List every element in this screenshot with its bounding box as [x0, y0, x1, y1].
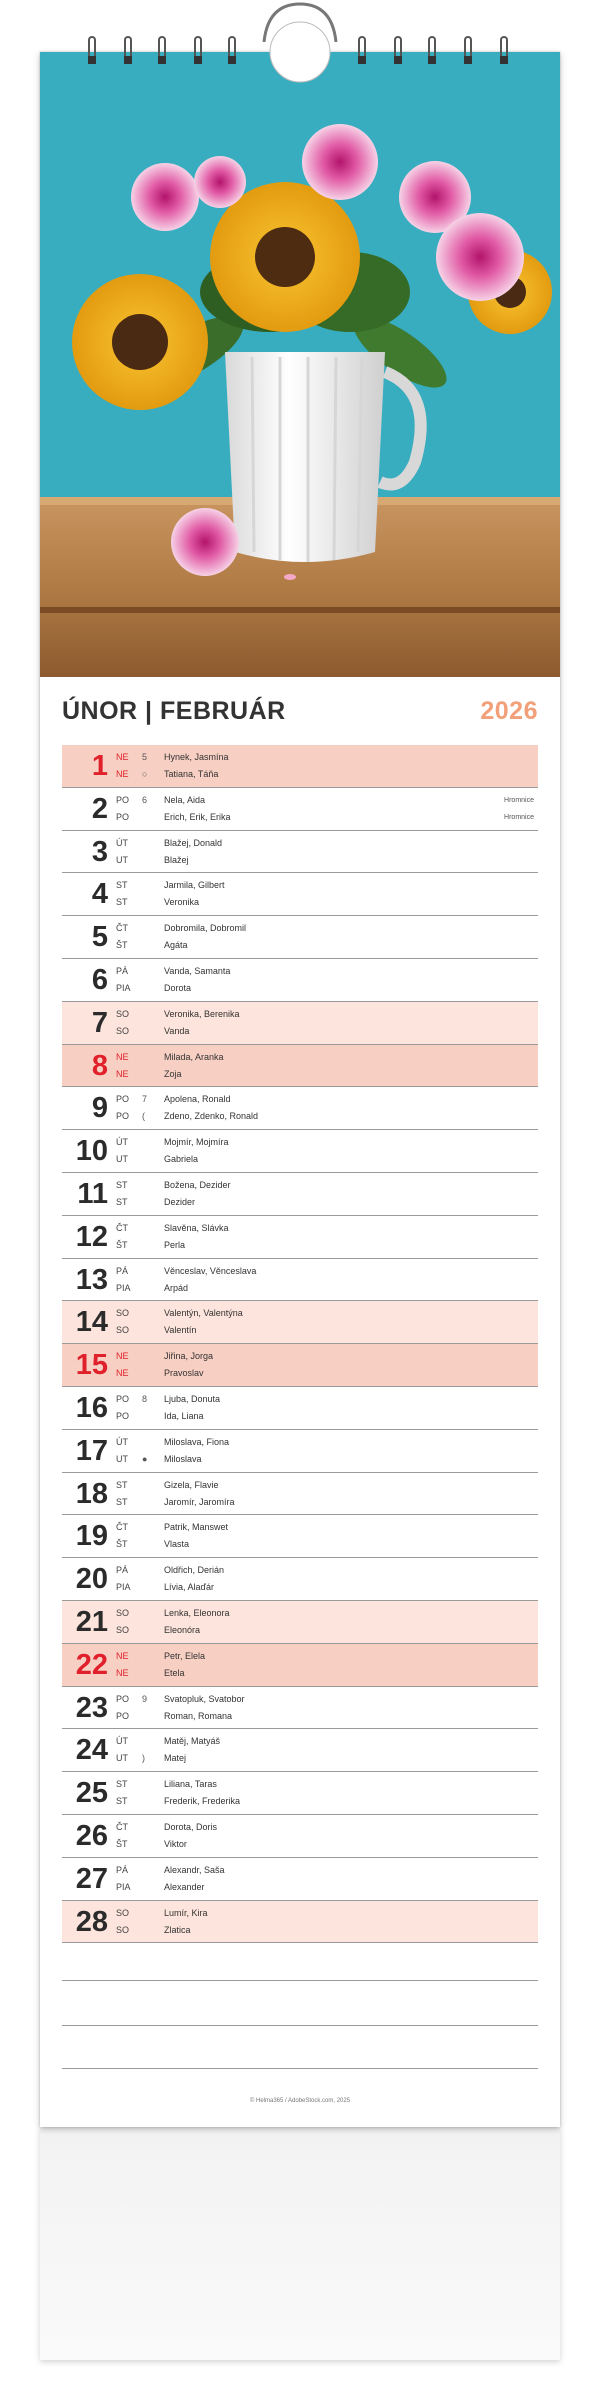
day-number: 16	[75, 1391, 108, 1424]
day-row	[62, 1558, 538, 1601]
day-row	[62, 1515, 538, 1558]
day-abbr-sk: NE	[116, 769, 129, 779]
day-abbr-sk: ST	[116, 897, 128, 908]
day-abbr-cz: ÚT	[116, 1137, 128, 1148]
day-abbr-cz: NE	[116, 1051, 129, 1062]
week-number: 5	[142, 752, 148, 762]
day-row	[62, 1687, 538, 1730]
name-day-cz: Dorota, Doris	[164, 1821, 218, 1832]
name-day-sk: Roman, Romana	[164, 1710, 233, 1721]
day-abbr-cz: ST	[116, 1779, 128, 1790]
day-number: 18	[75, 1477, 108, 1510]
day-row	[62, 1430, 538, 1473]
day-abbr-cz: SO	[116, 1907, 130, 1918]
day-abbr-sk: ŠT	[116, 1838, 128, 1849]
day-number: 15	[75, 1349, 108, 1382]
day-abbr-cz: ÚT	[116, 1736, 128, 1747]
name-day-cz: Jiřina, Jorga	[164, 1351, 214, 1362]
binding-coil	[394, 36, 402, 84]
name-day-sk: Dorota	[164, 982, 192, 993]
name-day-cz: Božena, Dezider	[164, 1179, 231, 1190]
name-day-sk: Gabriela	[164, 1154, 199, 1165]
day-number: 21	[75, 1605, 108, 1638]
day-abbr-sk: NE	[116, 1368, 129, 1379]
day-row	[62, 1259, 538, 1302]
calendar-photo	[40, 52, 560, 677]
day-abbr-cz: PO	[116, 1393, 130, 1404]
day-row	[62, 1344, 538, 1387]
name-day-cz: Mojmír, Mojmíra	[164, 1137, 229, 1148]
day-abbr-sk: UT	[116, 854, 128, 865]
week-number: 9	[142, 1693, 148, 1704]
day-abbr-cz: ÚT	[116, 837, 128, 848]
name-day-sk: Ida, Liana	[164, 1410, 204, 1421]
day-abbr-sk: UT	[116, 1154, 128, 1165]
days-list	[62, 745, 538, 1943]
binding-coil	[88, 36, 96, 84]
day-abbr-sk: PIA	[116, 1582, 131, 1593]
name-day-cz: Alexandr, Saša	[164, 1864, 225, 1875]
name-day-cz: Vanda, Samanta	[164, 965, 231, 976]
day-row	[62, 1601, 538, 1644]
name-day-cz: Miloslava, Fiona	[164, 1436, 230, 1447]
name-day-sk: Eleonóra	[164, 1624, 201, 1635]
name-day-cz: Lumír, Kira	[164, 1907, 208, 1918]
moon-phase-icon: )	[142, 1753, 145, 1764]
moon-phase-icon: ○	[142, 769, 148, 779]
day-number: 23	[75, 1691, 108, 1724]
name-day-sk: Alexander	[164, 1881, 205, 1892]
day-number: 20	[75, 1563, 108, 1596]
flower-vase-illustration	[40, 52, 560, 677]
name-day-cz: Gizela, Flavie	[164, 1479, 219, 1490]
name-day-sk: Veronika	[164, 897, 200, 908]
day-number: 26	[75, 1819, 108, 1852]
day-row	[62, 1729, 538, 1772]
day-abbr-cz: PO	[116, 1094, 130, 1105]
day-abbr-cz: ČT	[116, 1222, 128, 1233]
moon-phase-icon: ●	[142, 1453, 148, 1464]
day-number: 6	[91, 963, 108, 996]
day-abbr-cz: ST	[116, 1179, 128, 1190]
day-abbr-sk: PO	[116, 811, 130, 822]
day-abbr-sk: PIA	[116, 1282, 131, 1293]
name-day-cz: Ljuba, Donuta	[164, 1393, 221, 1404]
day-abbr-sk: PO	[116, 1710, 130, 1721]
day-number: 24	[75, 1734, 108, 1767]
day-abbr-sk: SO	[116, 1025, 130, 1036]
name-day-cz: Petr, Elela	[164, 1650, 206, 1661]
name-day-sk: Jaromír, Jaromíra	[164, 1496, 235, 1507]
day-abbr-sk: ŠT	[116, 1239, 128, 1250]
day-row	[62, 959, 538, 1002]
day-row	[62, 1216, 538, 1259]
day-row	[62, 916, 538, 959]
day-abbr-cz: NE	[116, 1351, 129, 1362]
name-day-sk: Erich, Erik, Erika	[164, 811, 231, 822]
day-number: 3	[91, 835, 108, 868]
name-day-sk: Miloslava	[164, 1453, 202, 1464]
day-abbr-cz: PÁ	[116, 965, 129, 976]
binding-coil	[464, 36, 472, 84]
day-abbr-sk: SO	[116, 1325, 130, 1336]
day-abbr-sk: NE	[116, 1667, 129, 1678]
day-abbr-cz: ČT	[116, 1522, 128, 1533]
name-day-cz: Nela, Aida	[164, 794, 206, 805]
day-row	[62, 1045, 538, 1088]
name-day-cz: Apolena, Ronald	[164, 1094, 231, 1105]
day-abbr-cz: ST	[116, 1479, 128, 1490]
binding-coil	[158, 36, 166, 84]
day-abbr-sk: SO	[116, 1924, 130, 1935]
name-day-cz: Blažej, Donald	[164, 837, 223, 848]
note-line	[62, 1980, 538, 1981]
day-row	[62, 1301, 538, 1344]
name-day-sk: Perla	[164, 1239, 186, 1250]
day-abbr-cz: SO	[116, 1607, 130, 1618]
day-row	[62, 1087, 538, 1130]
day-abbr-cz: PO	[116, 794, 130, 805]
day-abbr-sk: ST	[116, 1496, 128, 1507]
day-number: 12	[75, 1220, 108, 1253]
day-number: 25	[75, 1777, 108, 1810]
binding-coil	[228, 36, 236, 84]
name-day-cz: Valentýn, Valentýna	[164, 1308, 243, 1319]
day-abbr-sk: ŠT	[116, 1539, 128, 1550]
day-number: 27	[75, 1862, 108, 1895]
month-title: ÚNOR | FEBRUÁR	[62, 697, 286, 725]
name-day-cz: Jarmila, Gilbert	[164, 880, 225, 891]
name-day-cz: Hynek, Jasmína	[164, 752, 229, 762]
day-row	[62, 1772, 538, 1815]
day-number: 2	[91, 792, 108, 825]
day-row	[62, 745, 538, 788]
day-number: 19	[75, 1520, 108, 1553]
day-row	[62, 1815, 538, 1858]
day-row	[62, 1473, 538, 1516]
name-day-sk: Vanda	[164, 1025, 190, 1036]
day-abbr-cz: ČT	[116, 923, 128, 934]
week-number: 8	[142, 1393, 148, 1404]
week-number: 6	[142, 794, 148, 805]
day-number: 13	[75, 1263, 108, 1296]
day-row	[62, 1387, 538, 1430]
lower-sheet	[40, 2128, 560, 2360]
day-row	[62, 1130, 538, 1173]
name-day-sk: Etela	[164, 1667, 185, 1678]
day-number: 22	[75, 1648, 108, 1681]
name-day-cz: Milada, Aranka	[164, 1051, 224, 1062]
name-day-cz: Svatopluk, Svatobor	[164, 1693, 245, 1704]
day-abbr-sk: PIA	[116, 982, 131, 993]
name-day-sk: Zdeno, Zdenko, Ronald	[164, 1111, 259, 1122]
note-line	[62, 2025, 538, 2026]
day-row	[62, 1901, 538, 1944]
day-row	[62, 831, 538, 874]
year-label: 2026	[480, 697, 538, 725]
day-abbr-sk: UT	[116, 1753, 128, 1764]
name-day-cz: Lenka, Eleonora	[164, 1607, 230, 1618]
day-number: 9	[91, 1092, 108, 1125]
day-abbr-sk: PIA	[116, 1881, 131, 1892]
day-number: 7	[91, 1006, 108, 1039]
day-number: 11	[77, 1177, 108, 1210]
holiday-note-sk: Hromnice	[504, 813, 534, 821]
name-day-sk: Zoja	[164, 1068, 182, 1079]
day-abbr-sk: NE	[116, 1068, 129, 1079]
day-abbr-cz: ČT	[116, 1821, 128, 1832]
name-day-sk: Dezider	[164, 1196, 196, 1207]
name-day-sk: Tatiana, Táňa	[164, 769, 219, 779]
calendar-header	[62, 695, 538, 735]
day-row	[62, 873, 538, 916]
name-day-cz: Patrik, Manswet	[164, 1522, 229, 1533]
day-row	[62, 1173, 538, 1216]
day-abbr-sk: ST	[116, 1796, 128, 1807]
name-day-sk: Zlatica	[164, 1924, 191, 1935]
day-row	[62, 788, 538, 831]
name-day-cz: Oldřich, Derián	[164, 1565, 225, 1576]
name-day-sk: Frederik, Frederika	[164, 1796, 241, 1807]
day-abbr-sk: ST	[116, 1196, 128, 1207]
day-abbr-sk: ŠT	[116, 940, 128, 951]
binding-coil	[124, 36, 132, 84]
day-abbr-cz: ST	[116, 880, 128, 891]
day-row	[62, 1858, 538, 1901]
name-day-sk: Matej	[164, 1753, 187, 1764]
day-row	[62, 1002, 538, 1045]
name-day-sk: Agáta	[164, 940, 188, 951]
day-abbr-cz: PÁ	[116, 1864, 129, 1875]
binding-coil	[428, 36, 436, 84]
day-abbr-cz: NE	[116, 1650, 129, 1661]
name-day-cz: Liliana, Taras	[164, 1779, 217, 1790]
binding-coil	[500, 36, 508, 84]
day-abbr-sk: UT	[116, 1453, 128, 1464]
day-number: 28	[75, 1905, 108, 1938]
day-number: 4	[91, 878, 108, 911]
name-day-sk: Vlasta	[164, 1539, 190, 1550]
day-abbr-cz: SO	[116, 1308, 130, 1319]
name-day-sk: Pravoslav	[164, 1368, 204, 1379]
day-abbr-sk: PO	[116, 1410, 130, 1421]
day-number: 8	[91, 1049, 108, 1082]
name-day-cz: Slavěna, Slávka	[164, 1222, 229, 1233]
note-line	[62, 2068, 538, 2069]
day-abbr-sk: PO	[116, 1111, 130, 1122]
day-abbr-cz: PÁ	[116, 1265, 129, 1276]
moon-phase-icon: (	[142, 1111, 145, 1122]
binding-coil	[194, 36, 202, 84]
name-day-sk: Arpád	[164, 1282, 189, 1293]
day-abbr-cz: SO	[116, 1008, 130, 1019]
name-day-cz: Věnceslav, Věnceslava	[164, 1265, 257, 1276]
day-number: 17	[75, 1434, 108, 1467]
name-day-sk: Blažej	[164, 854, 189, 865]
week-number: 7	[142, 1094, 148, 1105]
name-day-sk: Valentín	[164, 1325, 197, 1336]
day-abbr-cz: PO	[116, 1693, 130, 1704]
name-day-cz: Veronika, Berenika	[164, 1008, 240, 1019]
day-number: 10	[75, 1135, 108, 1168]
name-day-cz: Matěj, Matyáš	[164, 1736, 221, 1747]
day-number: 5	[91, 921, 108, 954]
binding-coil	[358, 36, 366, 84]
day-abbr-cz: PÁ	[116, 1565, 129, 1576]
day-number: 14	[75, 1306, 108, 1339]
name-day-sk: Lívia, Alaďár	[164, 1582, 215, 1593]
day-abbr-cz: NE	[116, 752, 129, 762]
name-day-sk: Viktor	[164, 1838, 187, 1849]
name-day-cz: Dobromila, Dobromil	[164, 923, 247, 934]
photo-credit: © Helma365 / AdobeStock.com, 2025	[249, 2098, 351, 2104]
day-row	[62, 1644, 538, 1687]
day-abbr-sk: SO	[116, 1624, 130, 1635]
day-abbr-cz: ÚT	[116, 1436, 128, 1447]
hanger-hook-icon	[258, 0, 342, 90]
day-number: 1	[91, 750, 108, 782]
holiday-note-cz: Hromnice	[504, 796, 534, 804]
